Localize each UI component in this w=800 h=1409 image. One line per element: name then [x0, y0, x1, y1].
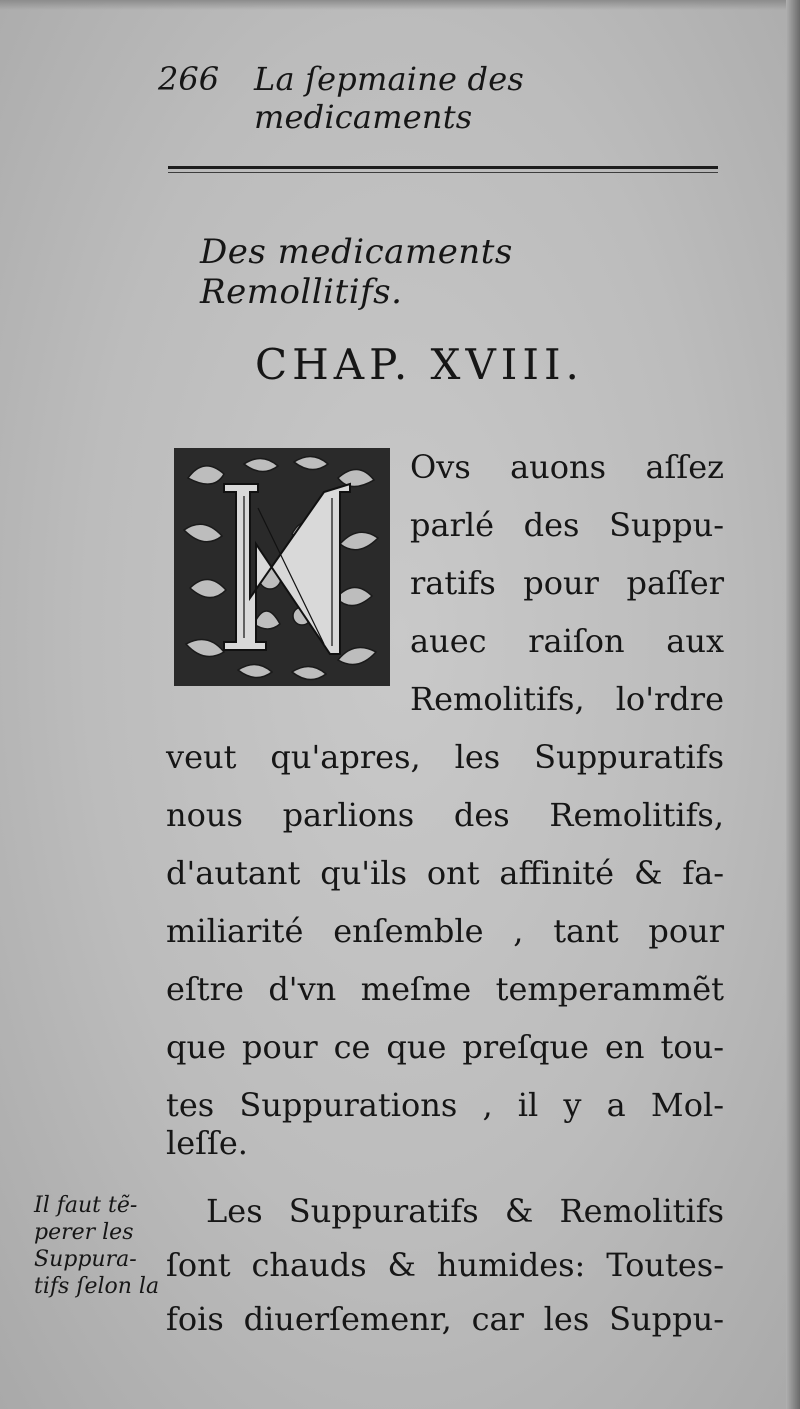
page-header: [158, 56, 718, 136]
body-line: auec raiſon aux: [410, 622, 724, 660]
body-line: ſont chauds & humides: Toutes-: [166, 1246, 724, 1284]
body-line: parlé des Suppu-: [410, 506, 724, 544]
margin-note-line: Il faut tẽ-: [34, 1193, 138, 1218]
margin-note: [34, 1192, 164, 1300]
decorated-initial-N-icon: [174, 448, 390, 686]
page-gutter-shadow: [786, 0, 800, 1409]
page-top-shadow: [0, 0, 800, 10]
drop-cap-ornament: [174, 448, 390, 686]
margin-note-line: perer les: [34, 1220, 134, 1245]
header-rule-thin: [168, 172, 718, 173]
body-line: Ovs auons aſſez: [410, 448, 724, 486]
body-line: eſtre d'vn meſme temperammẽt: [166, 970, 724, 1008]
body-line: fois diuerſemenr, car les Suppu-: [166, 1300, 724, 1338]
running-head: La ſepmaine des medicaments: [254, 60, 524, 136]
body-line: que pour ce que preſque en tou-: [166, 1028, 724, 1066]
page-number: 266: [158, 60, 220, 98]
paragraph-first-line: Les Suppuratifs & Remolitifs: [206, 1192, 724, 1230]
body-line: veut qu'apres, les Suppuratifs: [166, 738, 724, 776]
body-line: tes Suppurations , il y a Mol-: [166, 1086, 724, 1124]
section-title: Des medicaments Remollitifs.: [200, 232, 513, 312]
margin-note-line: Suppura-: [34, 1247, 137, 1272]
chapter-heading: CHAP. XVIII.: [255, 340, 584, 389]
body-line: miliarité enſemble , tant pour: [166, 912, 724, 950]
margin-note-line: tifs ſelon la: [34, 1274, 160, 1299]
body-line: ratifs pour paſſer: [410, 564, 724, 602]
body-line: nous parlions des Remolitifs,: [166, 796, 724, 834]
body-line: d'autant qu'ils ont affinité & fa-: [166, 854, 724, 892]
header-rule: [168, 166, 718, 169]
body-line: Remolitifs, lo'rdre: [410, 680, 724, 718]
body-line: leſſe.: [166, 1124, 248, 1162]
